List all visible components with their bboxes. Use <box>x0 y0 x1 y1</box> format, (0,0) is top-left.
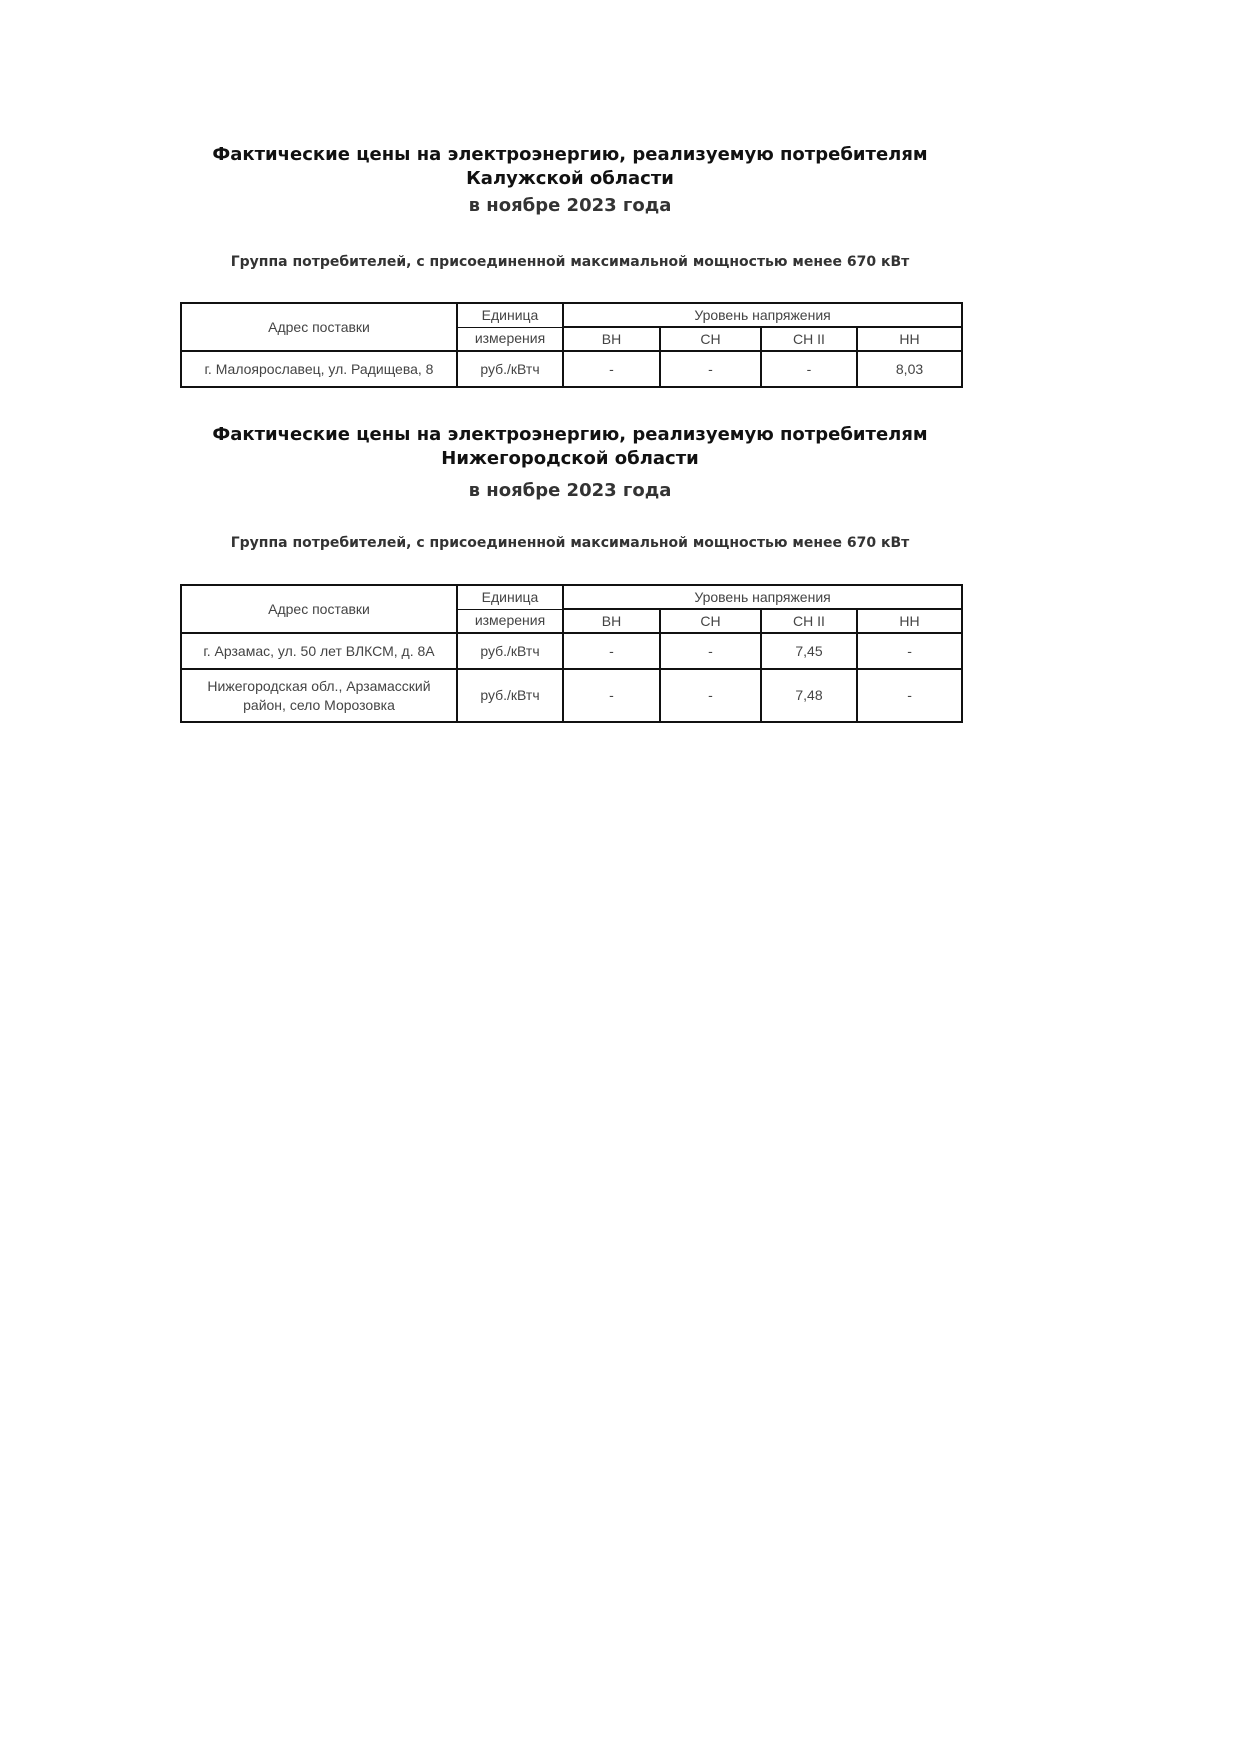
row-value-vn: - <box>563 633 660 669</box>
row-address: Нижегородская обл., Арзамасский район, село Морозовка <box>181 669 457 722</box>
section-1-consumer-group: Группа потребителей, с присоединенной максимальной мощностью менее 670 кВт <box>230 254 910 270</box>
row-value-sn2: - <box>761 351 857 387</box>
address-column-header: Адрес поставки <box>181 585 457 633</box>
row-value-nn: - <box>857 633 962 669</box>
voltage-column-sn: СН <box>660 609 761 633</box>
row-value-vn: - <box>563 351 660 387</box>
table-header-row <box>181 585 962 609</box>
address-column-header: Адрес поставки <box>181 303 457 351</box>
voltage-column-sn2: СН II <box>761 327 857 351</box>
row-address: г. Арзамас, ул. 50 лет ВЛКСМ, д. 8А <box>181 633 457 669</box>
row-value-sn: - <box>660 633 761 669</box>
section-2-consumer-group: Группа потребителей, с присоединенной максимальной мощностью менее 670 кВт <box>230 535 910 551</box>
voltage-column-sn: СН <box>660 327 761 351</box>
table-row <box>181 351 962 387</box>
voltage-level-header: Уровень напряжения <box>563 303 962 327</box>
row-value-nn: - <box>857 669 962 722</box>
unit-column-header-line2: измерения <box>457 327 563 351</box>
voltage-column-sn2: СН II <box>761 609 857 633</box>
table-row <box>181 633 962 669</box>
row-value-sn2: 7,45 <box>761 633 857 669</box>
row-unit: руб./кВтч <box>457 669 563 722</box>
row-value-sn: - <box>660 669 761 722</box>
row-unit: руб./кВтч <box>457 351 563 387</box>
voltage-column-vn: ВН <box>563 609 660 633</box>
row-value-vn: - <box>563 669 660 722</box>
row-value-nn: 8,03 <box>857 351 962 387</box>
voltage-level-header: Уровень напряжения <box>563 585 962 609</box>
section-2-title: Фактические цены на электроэнергию, реализуемую потребителям Нижегородской области <box>212 424 928 469</box>
voltage-column-vn: ВН <box>563 327 660 351</box>
unit-column-header-line2: измерения <box>457 609 563 633</box>
section-1-period: в ноябре 2023 года <box>468 195 672 216</box>
voltage-column-nn: НН <box>857 609 962 633</box>
section-1-title: Фактические цены на электроэнергию, реализуемую потребителям Калужской области <box>212 144 928 189</box>
table-header-row <box>181 303 962 327</box>
section-2-price-table <box>180 584 963 723</box>
row-unit: руб./кВтч <box>457 633 563 669</box>
unit-column-header-line1: Единица <box>457 585 563 609</box>
section-2-period: в ноябре 2023 года <box>468 480 672 501</box>
voltage-column-nn: НН <box>857 327 962 351</box>
section-1-price-table <box>180 302 963 388</box>
table-row <box>181 669 962 722</box>
row-value-sn2: 7,48 <box>761 669 857 722</box>
row-address: г. Малоярославец, ул. Радищева, 8 <box>181 351 457 387</box>
unit-column-header-line1: Единица <box>457 303 563 327</box>
row-value-sn: - <box>660 351 761 387</box>
